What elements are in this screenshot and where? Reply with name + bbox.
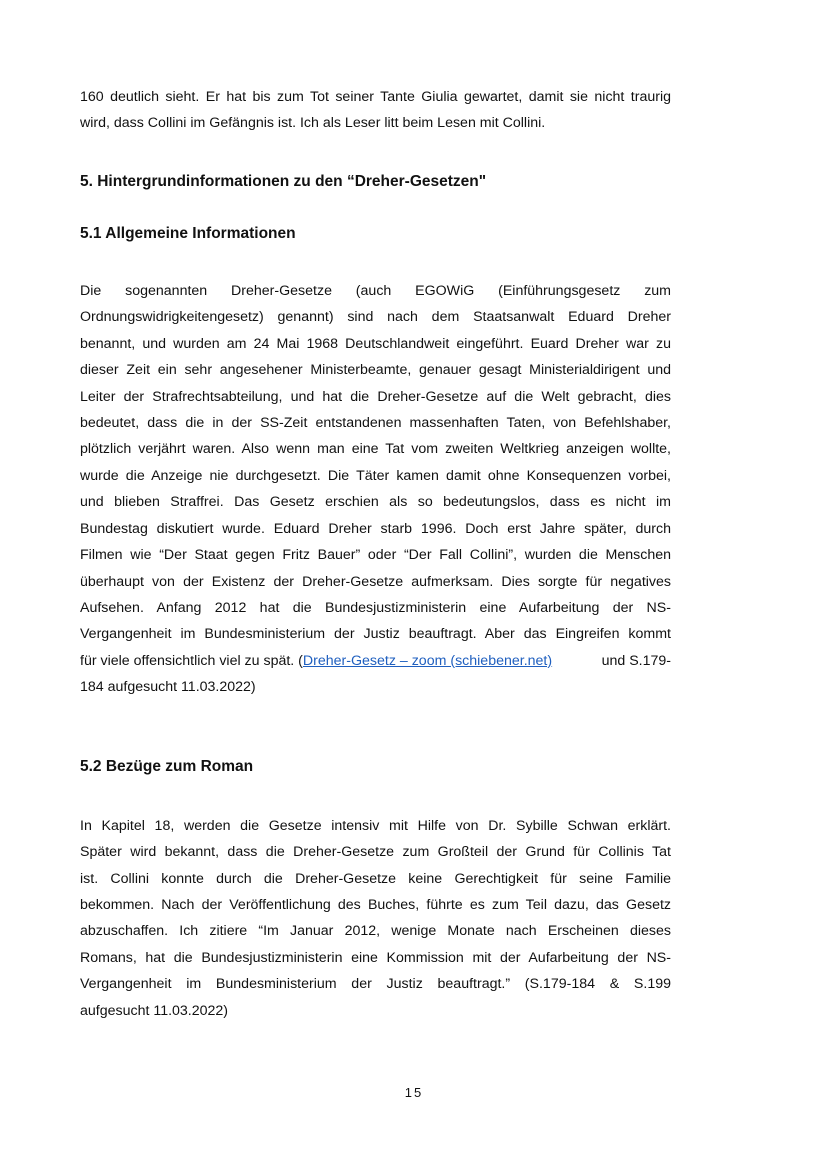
text-line: wurde die Anzeige nie durchgesetzt. Die Täter kamen damit ohne Konsequenzen vorbei, <box>80 468 671 484</box>
text-fragment: und S.179- <box>601 653 671 669</box>
text-line: überhaupt von der Existenz der Dreher-Gesetze aufmerksam. Dies sorgte für negatives <box>80 574 671 590</box>
text-line: In Kapitel 18, werden die Gesetze intensiv mit Hilfe von Dr. Sybille Schwan erklärt. <box>80 818 671 834</box>
text-line: wird, dass Collini im Gefängnis ist. Ich als Leser litt beim Lesen mit Collini. <box>80 115 546 131</box>
text-line: 184 aufgesucht 11.03.2022) <box>80 679 256 695</box>
text-line: aufgesucht 11.03.2022) <box>80 1003 229 1019</box>
text-line: Vergangenheit im Bundesministerium der Justiz beauftragt. Aber das Eingreifen kommt <box>80 626 671 642</box>
text-line: plötzlich verjährt waren. Also wenn man eine Tat vom zweiten Weltkrieg anzeigen wollte, <box>80 441 671 457</box>
text-line: Leiter der Strafrechtsabteilung, und hat die Dreher-Gesetze auf die Welt gebracht, dies <box>80 389 671 405</box>
text-line <box>80 652 671 670</box>
text-line: abzuschaffen. Ich zitiere “Im Januar 2012, wenige Monate nach Erscheinen dieses <box>80 923 671 939</box>
text-line: benannt, und wurden am 24 Mai 1968 Deutschlandweit eingeführt. Euard Dreher war zu <box>80 336 671 352</box>
text-line: bedeutet, dass die in der SS-Zeit entstandenen massenhaften Taten, von Befehlshaber, <box>80 415 671 431</box>
page-number: 15 <box>404 1085 424 1100</box>
text-fragment: für viele offensichtlich viel zu spät. ( <box>80 653 303 669</box>
heading-section-5-1: 5.1 Allgemeine Informationen <box>80 225 296 242</box>
text-line: bekommen. Nach der Veröffentlichung des Buches, führte es zum Teil dazu, das Gesetz <box>80 897 671 913</box>
heading-section-5: 5. Hintergrundinformationen zu den “Dreher-Gesetzen" <box>80 173 487 190</box>
text-line: und blieben Straffrei. Das Gesetz erschien als so bedeutungslos, dass es nicht im <box>80 494 671 510</box>
text-line: Die sogenannten Dreher-Gesetze (auch EGOWiG (Einführungsgesetz zum <box>80 283 671 299</box>
text-line: Später wird bekannt, dass die Dreher-Gesetze zum Großteil der Grund für Collinis Tat <box>80 844 671 860</box>
heading-section-5-2: 5.2 Bezüge zum Roman <box>80 758 254 775</box>
text-line: ist. Collini konnte durch die Dreher-Gesetze keine Gerechtigkeit für seine Familie <box>80 871 671 887</box>
text-line: Filmen wie “Der Staat gegen Fritz Bauer” oder “Der Fall Collini”, wurden die Menschen <box>80 547 671 563</box>
source-link[interactable]: Dreher-Gesetz – zoom (schiebener.net) <box>302 653 553 669</box>
text-line: dieser Zeit ein sehr angesehener Ministerbeamte, genauer gesagt Ministerialdirigent und <box>80 362 671 378</box>
text-line: 160 deutlich sieht. Er hat bis zum Tot seiner Tante Giulia gewartet, damit sie nicht traurig <box>80 89 671 105</box>
text-line: Aufsehen. Anfang 2012 hat die Bundesjustizministerin eine Aufarbeitung der NS- <box>80 600 671 616</box>
text-line: Romans, hat die Bundesjustizministerin eine Kommission mit der Aufarbeitung der NS- <box>80 950 671 966</box>
text-line: Ordnungswidrigkeitengesetz) genannt) sind nach dem Staatsanwalt Eduard Dreher <box>80 309 671 325</box>
text-line: Vergangenheit im Bundesministerium der Justiz beauftragt.” (S.179-184 & S.199 <box>80 976 671 992</box>
text-line: Bundestag diskutiert wurde. Eduard Dreher starb 1996. Doch erst Jahre später, durch <box>80 521 671 537</box>
